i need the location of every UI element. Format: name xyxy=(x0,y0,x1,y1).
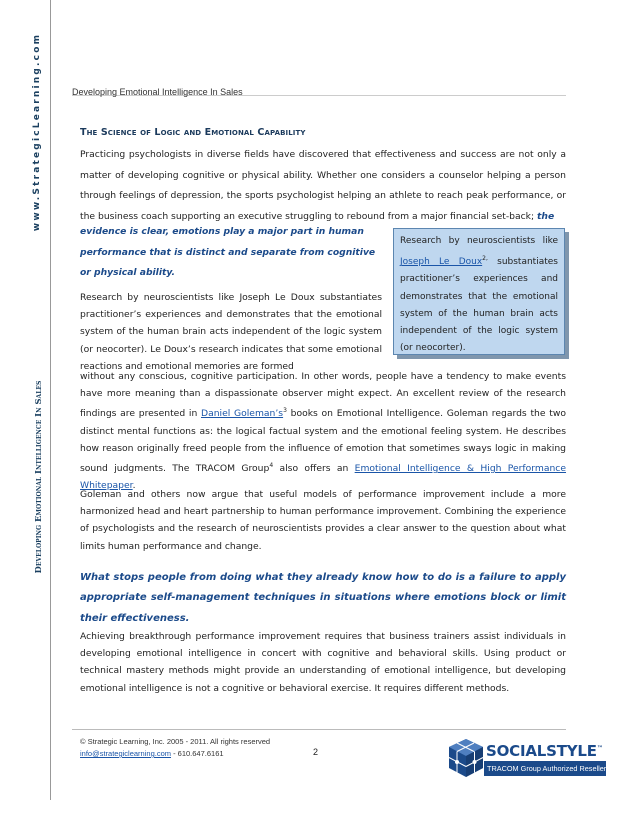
sidebar-website: www.StrategicLearning.com xyxy=(32,32,42,232)
callout-post: substantiates practitioner’s experiences and demonstrates that the emotional system of the human brain acts independent of the logic system (or neocorter). xyxy=(400,257,558,354)
intro-emphasis: the xyxy=(537,211,555,223)
intro-text: Practicing psychologists in diverse fields have discovered that effectiveness and success are not only a matter of developing cognitive or physical ability. Whether one considers a counselor helping a person through feelings of depression, the sports psychologist helping an athlete to reach peak performance, or the business coach supporting an executive struggling to rebound from a major financial set-back; xyxy=(80,149,566,223)
footer-phone: - 610.647.6161 xyxy=(171,749,224,758)
page-header xyxy=(72,80,566,96)
callout-pre: Research by neuroscientists like xyxy=(400,236,558,246)
socialstyle-logo xyxy=(446,737,608,783)
callout-sup: 2, xyxy=(482,255,488,263)
goleman-paragraph: Goleman and others now argue that useful models of performance improvement include a more harmonized head and heart partnership to human performance improvement. Combining the experience of psychologists and the research of neuroscientists provides a clear answer to the question about what limits human performance and change. xyxy=(80,489,566,552)
research-paragraph-left xyxy=(80,289,382,375)
page-number: 2 xyxy=(313,747,319,757)
callout-ledoux-link[interactable]: Joseph Le Doux xyxy=(400,257,483,268)
intro-paragraph xyxy=(80,145,566,228)
logo-tm: ™ xyxy=(596,745,603,752)
goleman-link[interactable]: Daniel Goleman’s xyxy=(201,408,284,420)
sidebar-title: Developing Emotional Intelligence In Sales xyxy=(33,380,43,574)
research-paragraph-full xyxy=(80,368,566,495)
tracom-sup: 4 xyxy=(269,462,274,470)
research-text-1: Research by neuroscientists like Joseph Le Doux substantiates practitioner’s experiences and demonstrates that the emotional system of the human brain acts independent of the logic system (or neocorter). Le Doux’s research indicates that some emotional reactions and emotional memories are formed xyxy=(80,292,382,372)
callout-text xyxy=(400,233,558,357)
research-text-2b: books on Emotional Intelligence. Goleman regards the two distinct mental functions as: the logical factual system and the emotional feeling system. He describes how reason originally freed people from the influence of emotion that sometimes sways logic in making sound judgments. The TRACOM Group xyxy=(80,408,566,475)
logo-word-text: SOCIALSTYLE xyxy=(486,742,597,760)
closing-paragraph: Achieving breakthrough performance improvement requires that business trainers assist individuals in developing emotional intelligence in concert with cognitive and behavioral skills. Using product or technical mastery methods might provide an understanding of emotional intelligence, but developing emotional intelligence is not a cognitive or behavioral exercise. It requires different methods. xyxy=(80,631,566,694)
research-text-2c: also offers an xyxy=(279,463,349,475)
callout-box xyxy=(393,228,565,355)
research-text-2d: . xyxy=(132,480,136,492)
goleman-sup: 3 xyxy=(283,407,287,415)
puzzle-cube-icon xyxy=(446,737,486,779)
key-quote: What stops people from doing what they already know how to do is a failure to apply appropriate self-management techniques in situations where emotions block or limit their effectiveness. xyxy=(80,572,566,624)
section-title-text: The Science of Logic and Emotional Capability xyxy=(80,127,306,138)
section-title xyxy=(80,127,306,138)
footer-contact xyxy=(80,749,224,758)
footer-email-link[interactable]: info@strategiclearning.com xyxy=(80,749,171,758)
logo-wordmark xyxy=(486,737,608,761)
footer-copyright: © Strategic Learning, Inc. 2005 - 2011. All rights reserved xyxy=(80,737,271,746)
pull-statement: evidence is clear, emotions play a major part in human performance that is distinct and separate from cognitive or physical ability. xyxy=(80,226,376,279)
footer-divider xyxy=(72,729,566,730)
whitepaper-link[interactable]: Emotional Intelligence & High Performance Whitepaper xyxy=(80,463,567,492)
header-title: Developing Emotional Intelligence In Sales xyxy=(72,87,243,97)
research-text-2a: without any conscious, cognitive participation. In other words, people have a tendency to make events have more meaning than a dispassionate observer might expect. An excellent review of the research findings are presented in xyxy=(80,371,566,420)
logo-subtitle: TRACOM Group Authorized Reseller xyxy=(484,761,606,776)
